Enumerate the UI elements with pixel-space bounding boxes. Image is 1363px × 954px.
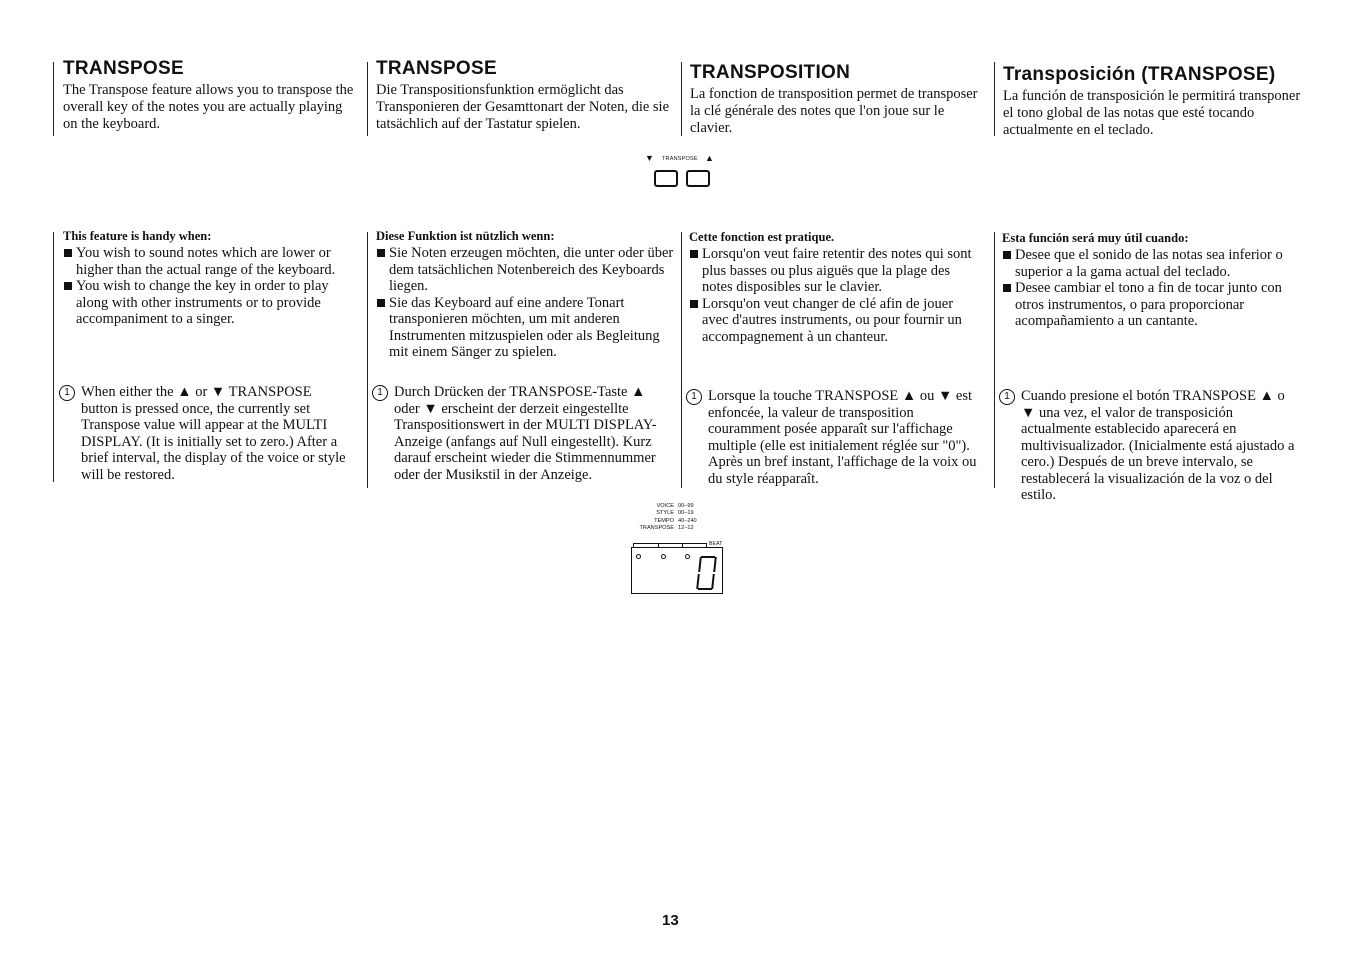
section-intro: La función de transposición le permitirá transponer el tono global de las notas que esté tocando actualmente en el teclado. [1003,88,1301,138]
feature-item: You wish to change the key in order to play along with other instruments or to provide accompaniment to a singer. [63,278,358,328]
up-arrow-icon: ▲ [705,153,715,163]
beat-dot [685,554,690,559]
segment-lower-left [696,574,700,589]
segment-bottom [698,588,712,590]
row-range: 00–99 [678,503,694,509]
display-row-tempo [610,518,710,525]
row-range: 12–12 [678,525,694,532]
row-label: TEMPO [654,517,674,524]
down-arrow-icon: ▼ [645,153,655,163]
column-spanish-step [999,388,1299,504]
multi-display [631,547,723,594]
column-french-features [689,230,981,345]
display-digit-zero [696,556,718,590]
section-intro: The Transpose feature allows you to transpose the overall key of the notes you are actually playing on the keyboard. [63,82,354,132]
step-text: Lorsque la touche TRANSPOSE ▲ ou ▼ est enfoncée, la valeur de transposition couramment posée apparaît sur l'affichage multiple (elle est initialement réglée sur "0"). Après un bref instant, l'affichage de la voix ou du style réapparaît. [708,388,977,487]
row-range: 40–240 [678,517,697,524]
features-heading: Diese Funktion ist nützlich wenn: [376,229,555,243]
beat-label: BEAT [709,541,723,547]
column-english-header [63,58,358,133]
feature-item: Sie das Keyboard auf eine andere Tonart transponieren möchten, um mit anderen Instrumenten mitzuspielen oder als Begleitung mit einem Sänger zu spielen. [376,295,674,361]
column-german-header [376,58,674,133]
column-rule-4 [994,62,995,136]
column-french-header [690,62,980,137]
column-german-features [376,229,674,361]
feature-item: Desee cambiar el tono a fin de tocar junto con otros instrumentos, o para proporcionar acompañamiento a un cantante. [1002,280,1302,330]
column-rule-3 [681,62,682,136]
column-rule-2b [367,232,368,488]
step-text: Cuando presione el botón TRANSPOSE ▲ o ▼ una vez, el valor de transposición actualmente establecido aparecerá en multivisualizador. (Inicialmente está ajustado a cero.) Después de un breve intervalo, se restablecerá la visualización de la voz o del estilo. [1021,388,1295,503]
section-intro: La fonction de transposition permet de transposer la clé générale des notes que l'on joue sur le clavier. [690,86,978,136]
column-rule-4b [994,232,995,488]
section-title: TRANSPOSE [376,58,497,79]
row-label: TRANSPOSE [639,525,674,532]
display-row-voice [610,503,710,510]
step-text: When either the ▲ or ▼ TRANSPOSE button is pressed once, the currently set Transpose value will appear at the MULTI DISPLAY. (It is initially set to zero.) After a brief interval, the display of the voice or style will be restored. [81,384,346,483]
feature-item: You wish to sound notes which are lower or higher than the actual range of the keyboard. [63,245,358,278]
display-row-style [610,510,710,517]
feature-item: Lorsqu'on veut changer de clé afin de jouer avec d'autres instruments, ou pour fournir un accompagnement à un chanteur. [689,296,981,346]
row-label: VOICE [656,503,674,509]
page-number: 13 [662,912,679,929]
features-list [63,245,358,328]
section-title: TRANSPOSITION [690,62,851,83]
segment-lower-right [711,574,715,589]
row-range: 00–19 [678,510,694,517]
feature-item: Sie Noten erzeugen möchten, die unter oder über dem tatsächlichen Notenbereich des Keyboards liegen. [376,245,674,295]
step-paragraph [999,388,1299,504]
column-rule-3b [681,232,682,488]
features-heading: This feature is handy when: [63,229,212,243]
display-range-labels [610,503,710,533]
column-rule-1 [53,62,54,136]
beat-indicator-bar [633,543,707,544]
column-spanish-header [1003,64,1303,139]
transpose-up-button[interactable] [686,170,710,187]
circled-number-1: 1 [59,385,75,401]
column-spanish-features [1002,231,1302,330]
circled-number-1: 1 [372,385,388,401]
segment-upper-left [698,557,702,572]
section-intro: Die Transpositionsfunktion ermöglicht das Transponieren der Gesamttonart der Noten, die sie tatsächlich auf der Tastatur spielen. [376,82,670,132]
features-list [689,246,981,345]
segment-upper-right [713,557,717,572]
column-english-features [63,229,358,328]
beat-dot [661,554,666,559]
section-title: Transposición (TRANSPOSE) [1003,64,1276,85]
section-title: TRANSPOSE [63,58,184,79]
column-english-step [59,384,349,483]
row-label: STYLE [656,510,674,517]
feature-item: Lorsqu'on veut faire retentir des notes qui sont plus basses ou plus aiguës que la plage des notes disposibles sur le clavier. [689,246,981,296]
step-paragraph [372,384,664,483]
circled-number-1: 1 [686,389,702,405]
step-paragraph [59,384,349,483]
step-paragraph [686,388,980,487]
feature-item: Desee que el sonido de las notas sea inferior o superior a la gama actual del teclado. [1002,247,1302,280]
features-heading: Esta función será muy útil cuando: [1002,231,1189,245]
circled-number-1: 1 [999,389,1015,405]
segment-top [701,556,715,558]
step-text: Durch Drücken der TRANSPOSE-Taste ▲ oder ▼ erscheint der derzeit eingestellte Transpositionswert in der MULTI DISPLAY-Anzeige (anfangs auf Null eingestellt). Kurz darauf erscheint wieder die Stimmennummer oder der Musikstil in der Anzeige. [394,384,657,483]
features-list [376,245,674,361]
column-rule-1b [53,232,54,482]
features-list [1002,247,1302,330]
column-french-step [686,388,980,487]
column-german-step [372,384,664,483]
transpose-down-button[interactable] [654,170,678,187]
display-row-transpose [610,525,710,532]
transpose-label: TRANSPOSE [662,156,698,162]
column-rule-2 [367,62,368,136]
features-heading: Cette fonction est pratique. [689,230,835,244]
beat-dot [636,554,641,559]
